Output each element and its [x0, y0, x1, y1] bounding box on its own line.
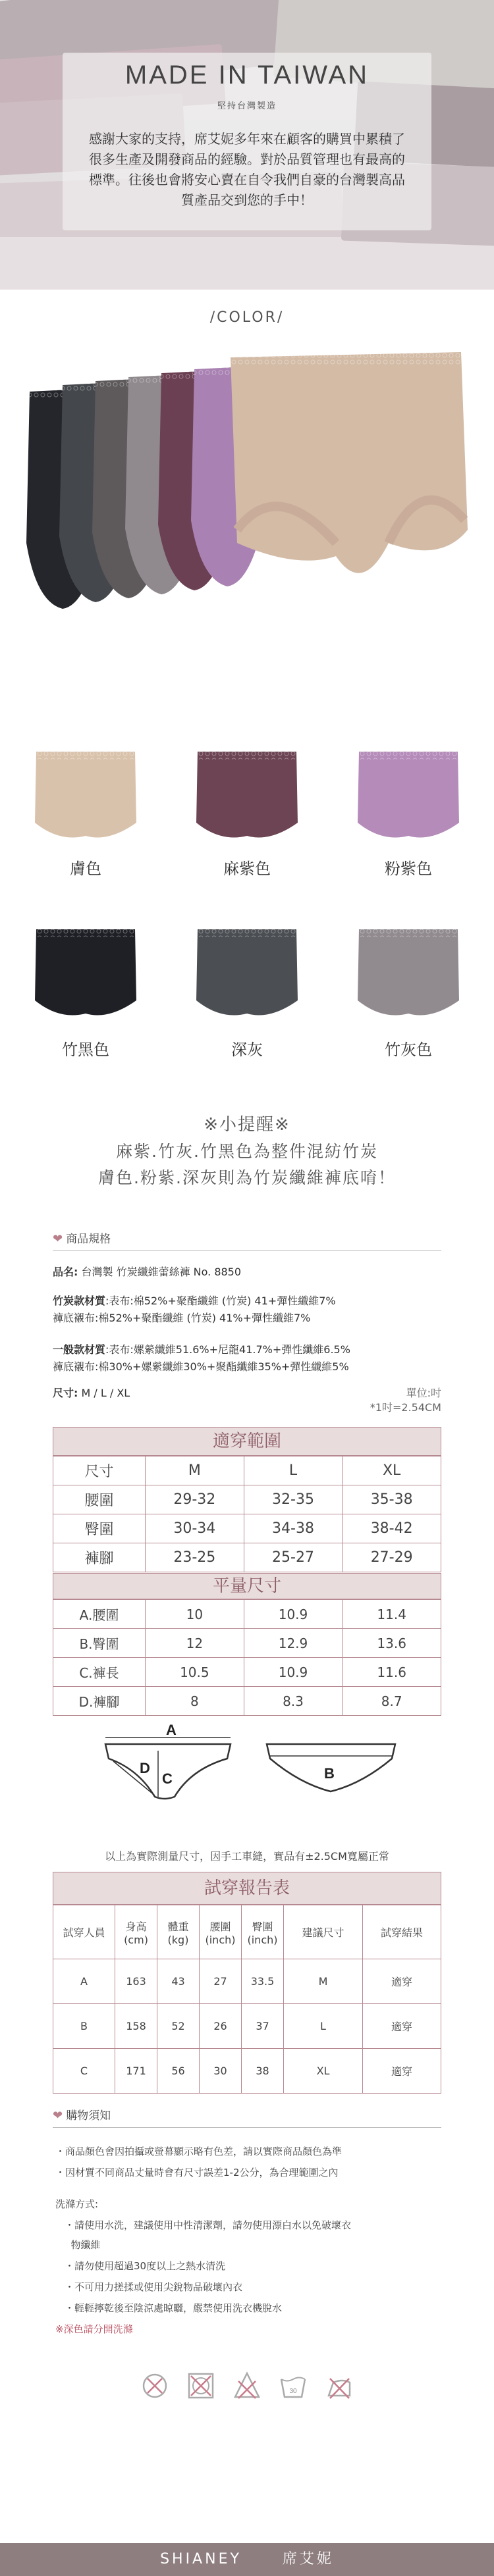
table-cell: XL — [284, 2049, 363, 2094]
swatch-garment — [196, 752, 298, 838]
table-cell: C — [53, 2049, 115, 2094]
table-row — [53, 2004, 441, 2049]
care-icons — [20, 2363, 474, 2422]
spec-size — [53, 1385, 130, 1400]
hero-subtitle: 堅持台灣製造 — [217, 101, 277, 111]
label-b: B — [324, 1765, 335, 1782]
wash-item: ・不可用力搓揉或使用尖銳物品破壞內衣 — [65, 2281, 243, 2293]
table-cell: M — [146, 1456, 244, 1485]
table-cell: 38-42 — [343, 1514, 441, 1543]
table-cell: 27 — [200, 1959, 242, 2004]
label-c: C — [162, 1770, 173, 1787]
spec-bamboo-line2: 褲底襯布:棉52%+聚酯纖維 (竹炭) 41%+彈性纖維7% — [53, 1312, 311, 1324]
wash-temp: 30 — [289, 2388, 297, 2395]
swatch-label: 深灰 — [231, 1041, 263, 1059]
swatch-dark-gray[interactable] — [191, 921, 303, 1027]
table-cell: 43 — [157, 1959, 200, 2004]
table-cell: 腰圍 (inch) — [200, 1905, 242, 1959]
table-cell: 52 — [157, 2004, 200, 2049]
table-cell: 8.3 — [244, 1687, 343, 1716]
divider — [53, 2127, 441, 2128]
wash-title: 洗滌方式: — [55, 2198, 99, 2210]
table-cell: 38 — [242, 2049, 284, 2094]
table-row — [53, 1514, 441, 1543]
label-a: A — [166, 1722, 177, 1738]
hero-line: 感謝大家的支持，席艾妮多年來在顧客的購買中累積了 — [89, 131, 405, 147]
reminder-title: ※小提醒※ — [204, 1115, 290, 1135]
table-cell: 臀圍 (inch) — [242, 1905, 284, 1959]
swatch-bamboo-black[interactable] — [30, 921, 142, 1027]
no-bleach-icon — [235, 2373, 259, 2398]
swatch-label: 竹黑色 — [62, 1041, 109, 1059]
table-cell: 8 — [146, 1687, 244, 1716]
spec-regular-line2: 褲底襯布:棉30%+嫘縈纖維30%+聚酯纖維35%+彈性纖維5% — [53, 1360, 349, 1373]
table-cell: 56 — [157, 2049, 200, 2094]
table-cell: 10.5 — [146, 1658, 244, 1687]
spec-bamboo-label: 竹炭款材質 — [53, 1295, 106, 1307]
table-cell: 適穿 — [363, 1959, 441, 2004]
trial-table-title: 試穿報告表 — [53, 1872, 441, 1905]
purchase-heading-label: 購物須知 — [66, 2109, 111, 2123]
hero-line: 很多生產及開發商品的經驗。對於品質管理也有最高的 — [89, 151, 405, 167]
table-cell: B.臀圍 — [53, 1629, 146, 1658]
table-cell: 12.9 — [244, 1629, 343, 1658]
table-cell: 腰圍 — [53, 1485, 146, 1514]
table-row — [53, 1687, 441, 1716]
table-cell: 32-35 — [244, 1485, 343, 1514]
table-cell: 35-38 — [343, 1485, 441, 1514]
heart-icon: ❤ — [53, 1232, 63, 1246]
spec-size-value: M / L / XL — [81, 1387, 130, 1399]
table-cell: 23-25 — [146, 1543, 244, 1572]
brand-name: SHIANEY — [160, 2551, 242, 2567]
measurement-diagram — [92, 1718, 408, 1830]
table-cell: 尺寸 — [53, 1456, 146, 1485]
table-cell: 26 — [200, 2004, 242, 2049]
table-cell: B — [53, 2004, 115, 2049]
spec-size-label: 尺寸: — [53, 1387, 78, 1399]
swatch-label: 膚色 — [70, 860, 101, 878]
table-row — [53, 1456, 441, 1485]
swatch-label: 竹灰色 — [385, 1041, 432, 1059]
table-cell: 30-34 — [146, 1514, 244, 1543]
table-row — [53, 1905, 441, 1959]
table-cell: 29-32 — [146, 1485, 244, 1514]
table-row — [53, 1485, 441, 1514]
hero-line: 質產品交到您的手中！ — [181, 192, 313, 208]
reminder-line: 膚色.粉紫.深灰則為竹炭纖維褲底唷！ — [98, 1168, 396, 1187]
heart-icon: ❤ — [53, 2109, 63, 2123]
fit-table-title: 適穿範圍 — [53, 1427, 441, 1456]
fit-table — [53, 1456, 441, 1572]
no-machine-dry-icon — [189, 2374, 213, 2398]
table-row — [53, 1600, 441, 1629]
table-cell: 13.6 — [343, 1629, 441, 1658]
table-cell: 褲腳 — [53, 1543, 146, 1572]
table-cell: A.腰圍 — [53, 1600, 146, 1629]
table-cell: 8.7 — [343, 1687, 441, 1716]
table-row — [53, 1629, 441, 1658]
table-cell: 試穿結果 — [363, 1905, 441, 1959]
no-tumble-dry-icon — [144, 2375, 166, 2397]
no-iron-icon — [329, 2379, 350, 2398]
table-cell: 171 — [115, 2049, 157, 2094]
wash-warning: ※深色請分開洗滌 — [55, 2323, 133, 2335]
swatch-label: 粉紫色 — [385, 860, 432, 878]
color-section-label: /COLOR/ — [209, 309, 285, 326]
spec-bamboo-line1: :表布:棉52%+聚酯纖維 (竹炭) 41+彈性纖維7% — [105, 1295, 336, 1307]
hero-banner — [0, 0, 494, 290]
wash-item: ・請勿使用超過30度以上之熱水清洗 — [65, 2260, 226, 2272]
wash-item: ・請使用水洗，建議使用中性清潔劑，請勿使用漂白水以免破壞衣 — [65, 2219, 352, 2231]
swatch-garment — [358, 752, 459, 838]
brand-name-cn: 席艾妮 — [282, 2551, 334, 2567]
table-cell: XL — [343, 1456, 441, 1485]
wash-item: ・輕輕擰乾後至陰涼處晾曬，嚴禁使用洗衣機脫水 — [65, 2302, 283, 2314]
table-cell: L — [284, 2004, 363, 2049]
swatch-garment — [358, 929, 459, 1016]
table-cell: 10.9 — [244, 1658, 343, 1687]
table-cell: 11.4 — [343, 1600, 441, 1629]
specs-heading — [53, 1229, 111, 1246]
table-cell: A — [53, 1959, 115, 2004]
footer-brand-bar — [0, 2543, 494, 2576]
table-cell: 12 — [146, 1629, 244, 1658]
flat-table-title: 平量尺寸 — [53, 1573, 441, 1599]
table-cell: C.褲長 — [53, 1658, 146, 1687]
spec-bamboo — [53, 1293, 336, 1308]
unit-label: 單位:吋 — [406, 1387, 441, 1399]
table-cell: 163 — [115, 1959, 157, 2004]
divider — [53, 1250, 441, 1251]
swatch-bamboo-gray[interactable] — [352, 921, 464, 1027]
reminder-line: 麻紫.竹灰.竹黑色為整件混紡竹炭 — [116, 1142, 378, 1161]
specs-heading-label: 商品規格 — [66, 1233, 111, 1246]
hero-line: 標準。往後也會將安心賣在自令我們自豪的台灣製高品 — [89, 172, 405, 188]
table-cell: 試穿人員 — [53, 1905, 115, 1959]
trial-table — [53, 1905, 441, 2094]
hero-title: MADE IN TAIWAN — [124, 61, 370, 90]
swatch-pink-purple[interactable] — [352, 744, 464, 849]
measure-note: 以上為實際測量尺寸，因手工車縫，實品有±2.5CM寬屬正常 — [105, 1850, 389, 1863]
spec-product — [53, 1264, 241, 1279]
table-cell: 30 — [200, 2049, 242, 2094]
swatch-hemp-purple[interactable] — [191, 744, 303, 849]
table-cell: 10.9 — [244, 1600, 343, 1629]
table-cell: D.褲腳 — [53, 1687, 146, 1716]
table-cell: 身高 (cm) — [115, 1905, 157, 1959]
swatch-nude[interactable] — [30, 744, 142, 849]
label-d: D — [140, 1760, 150, 1776]
table-cell: 體重 (kg) — [157, 1905, 200, 1959]
table-cell: M — [284, 1959, 363, 2004]
table-cell: 適穿 — [363, 2049, 441, 2094]
table-row — [53, 1543, 441, 1572]
spec-regular-label: 一般款材質 — [53, 1343, 106, 1356]
purchase-note: ・因材質不同商品丈量時會有尺寸誤差1-2公分，為合理範圍之內 — [55, 2167, 339, 2178]
flat-table — [53, 1599, 441, 1716]
table-cell: 34-38 — [244, 1514, 343, 1543]
spec-product-label: 品名: — [53, 1266, 78, 1278]
table-row — [53, 1658, 441, 1687]
table-cell: 10 — [146, 1600, 244, 1629]
table-cell: 37 — [242, 2004, 284, 2049]
table-cell: 建議尺寸 — [284, 1905, 363, 1959]
hero-description — [0, 129, 494, 211]
swatch-garment — [35, 929, 136, 1016]
table-cell: 臀圍 — [53, 1514, 146, 1543]
table-cell: 27-29 — [343, 1543, 441, 1572]
swatch-garment — [196, 929, 298, 1016]
table-cell: 11.6 — [343, 1658, 441, 1687]
spec-product-value: 台灣製 竹炭纖維蕾絲褲 No. 8850 — [81, 1266, 242, 1278]
table-cell: 33.5 — [242, 1959, 284, 2004]
table-row — [53, 1959, 441, 2004]
table-cell: 25-27 — [244, 1543, 343, 1572]
unit-conversion: *1吋=2.54CM — [370, 1401, 441, 1414]
purchase-heading — [53, 2106, 111, 2123]
swatch-label: 麻紫色 — [223, 860, 271, 878]
group-product-photo — [20, 346, 474, 698]
table-cell: 158 — [115, 2004, 157, 2049]
wash-item: 物纖維 — [65, 2239, 101, 2251]
purchase-note: ・商品顏色會因拍攝或螢幕顯示略有色差，請以實際商品顏色為準 — [55, 2146, 343, 2157]
spec-regular — [53, 1341, 350, 1356]
hand-wash-30-icon — [281, 2378, 305, 2398]
table-row — [53, 2049, 441, 2094]
table-cell: L — [244, 1456, 343, 1485]
spec-regular-line1: :表布:嫘縈纖維51.6%+尼龍41.7%+彈性纖維6.5% — [105, 1343, 350, 1356]
table-cell: 適穿 — [363, 2004, 441, 2049]
swatch-garment — [35, 752, 136, 838]
